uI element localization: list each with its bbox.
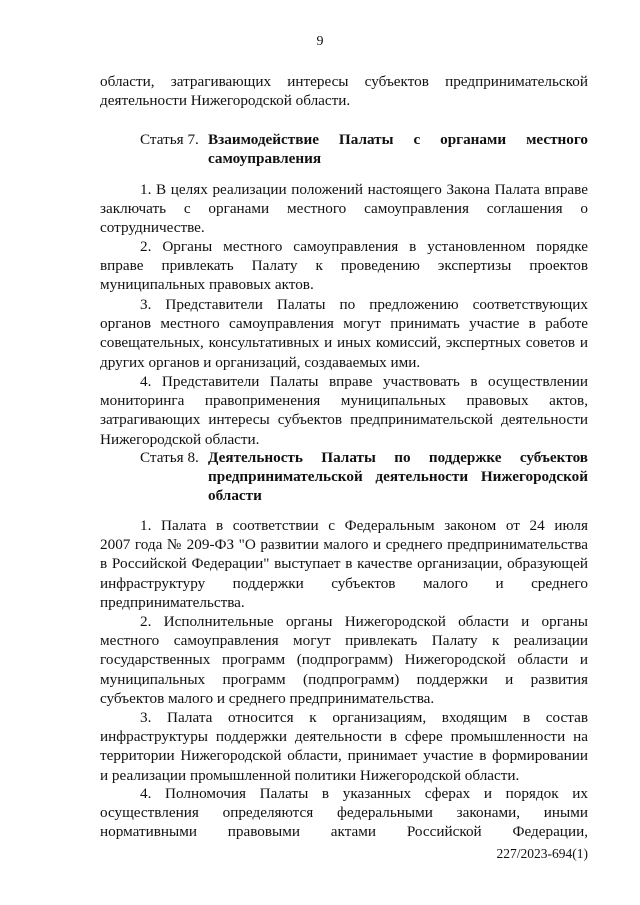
text-line: муниципальных правовых актов. — [100, 276, 314, 294]
text-line: 1. Палата в соответствии с Федеральным законом от 24 июля — [140, 517, 588, 534]
article-7-paragraph-3 — [100, 295, 588, 372]
text-line: заключать с органами местного самоуправления соглашения о — [100, 200, 588, 218]
article-7-paragraph-2 — [100, 237, 588, 295]
article-7-title — [208, 130, 588, 168]
text-line: в Российской Федерации" выступает в качестве организации, образующей — [100, 555, 588, 573]
article-8-paragraph-1 — [100, 516, 588, 612]
text-line: совещательных, консультативных и иных комиссий, экспертных советов и — [100, 334, 588, 352]
article-8-title — [208, 448, 588, 506]
title-line: Деятельность Палаты по поддержке субъектов — [208, 449, 588, 466]
text-line: сотрудничестве. — [100, 219, 205, 237]
text-line: нормативными правовыми актами Российской Федерации, — [100, 823, 588, 841]
text-line: осуществления определяются федеральными законами, иными — [100, 804, 588, 822]
text-line: органов местного самоуправления могут принимать участие в работе — [100, 315, 588, 333]
text-line: 2. Исполнительные органы Нижегородской области и органы — [140, 613, 588, 630]
article-8-label: Статья 8. — [140, 449, 199, 466]
text-line: 3. Палата относится к организациям, входящим в состав — [140, 709, 588, 726]
title-line: предпринимательской деятельности Нижегородской — [208, 468, 588, 486]
text-line: 4. Представители Палаты вправе участвовать в осуществлении — [140, 373, 588, 390]
title-line: области — [208, 487, 262, 505]
text-line: мониторинга правоприменения муниципальных правовых актов, — [100, 392, 588, 410]
text-line: деятельности Нижегородской области. — [100, 92, 351, 110]
article-8-paragraph-2 — [100, 612, 588, 708]
text-line: и реализации промышленной политики Нижегородской области. — [100, 766, 520, 784]
text-line: территории Нижегородской области, принимает участие в формировании — [100, 747, 588, 765]
page-number: 9 — [316, 34, 324, 49]
text-line: местного самоуправления могут привлекать Палату к реализации — [100, 632, 588, 650]
title-line: самоуправления — [208, 150, 322, 168]
text-line: инфраструктуру поддержки субъектов малого и среднего — [100, 574, 588, 592]
text-line: 4. Полномочия Палаты в указанных сферах и порядок их — [140, 785, 588, 802]
text-line: области, затрагивающих интересы субъектов предпринимательской — [100, 73, 588, 90]
text-line: 2007 года № 209-ФЗ "О развитии малого и среднего предпринимательства — [100, 536, 588, 554]
text-line: 3. Представители Палаты по предложению соответствующих — [140, 296, 588, 313]
text-line: предпринимательства. — [100, 593, 245, 611]
title-line: Взаимодействие Палаты с органами местного — [208, 131, 588, 148]
text-line: вправе привлекать Палату к проведению экспертизы проектов — [100, 257, 588, 275]
article-8-paragraph-3 — [100, 708, 588, 785]
text-line: государственных программ (подпрограмм) Нижегородской области и — [100, 651, 588, 669]
article-7-paragraph-4 — [100, 372, 588, 449]
text-line: 2. Органы местного самоуправления в установленном порядке — [140, 238, 588, 255]
text-line: инфраструктуры поддержки деятельности в сфере промышленности на — [100, 728, 588, 746]
document-code: 227/2023-694(1) — [496, 846, 588, 861]
article-7-paragraph-1 — [100, 180, 588, 238]
text-line: муниципальных программ (подпрограмм) поддержки и развития — [100, 670, 588, 688]
article-8-paragraph-4 — [100, 784, 588, 842]
intro-paragraph — [100, 72, 588, 110]
text-line: Нижегородской области. — [100, 430, 260, 448]
text-line: других органов и организаций, создаваемых ими. — [100, 353, 421, 371]
text-line: 1. В целях реализации положений настоящего Закона Палата вправе — [140, 181, 588, 198]
text-line: затрагивающих интересы субъектов предпринимательской деятельности — [100, 411, 588, 429]
article-7-label: Статья 7. — [140, 131, 199, 148]
text-line: субъектов малого и среднего предпринимательства. — [100, 689, 435, 707]
